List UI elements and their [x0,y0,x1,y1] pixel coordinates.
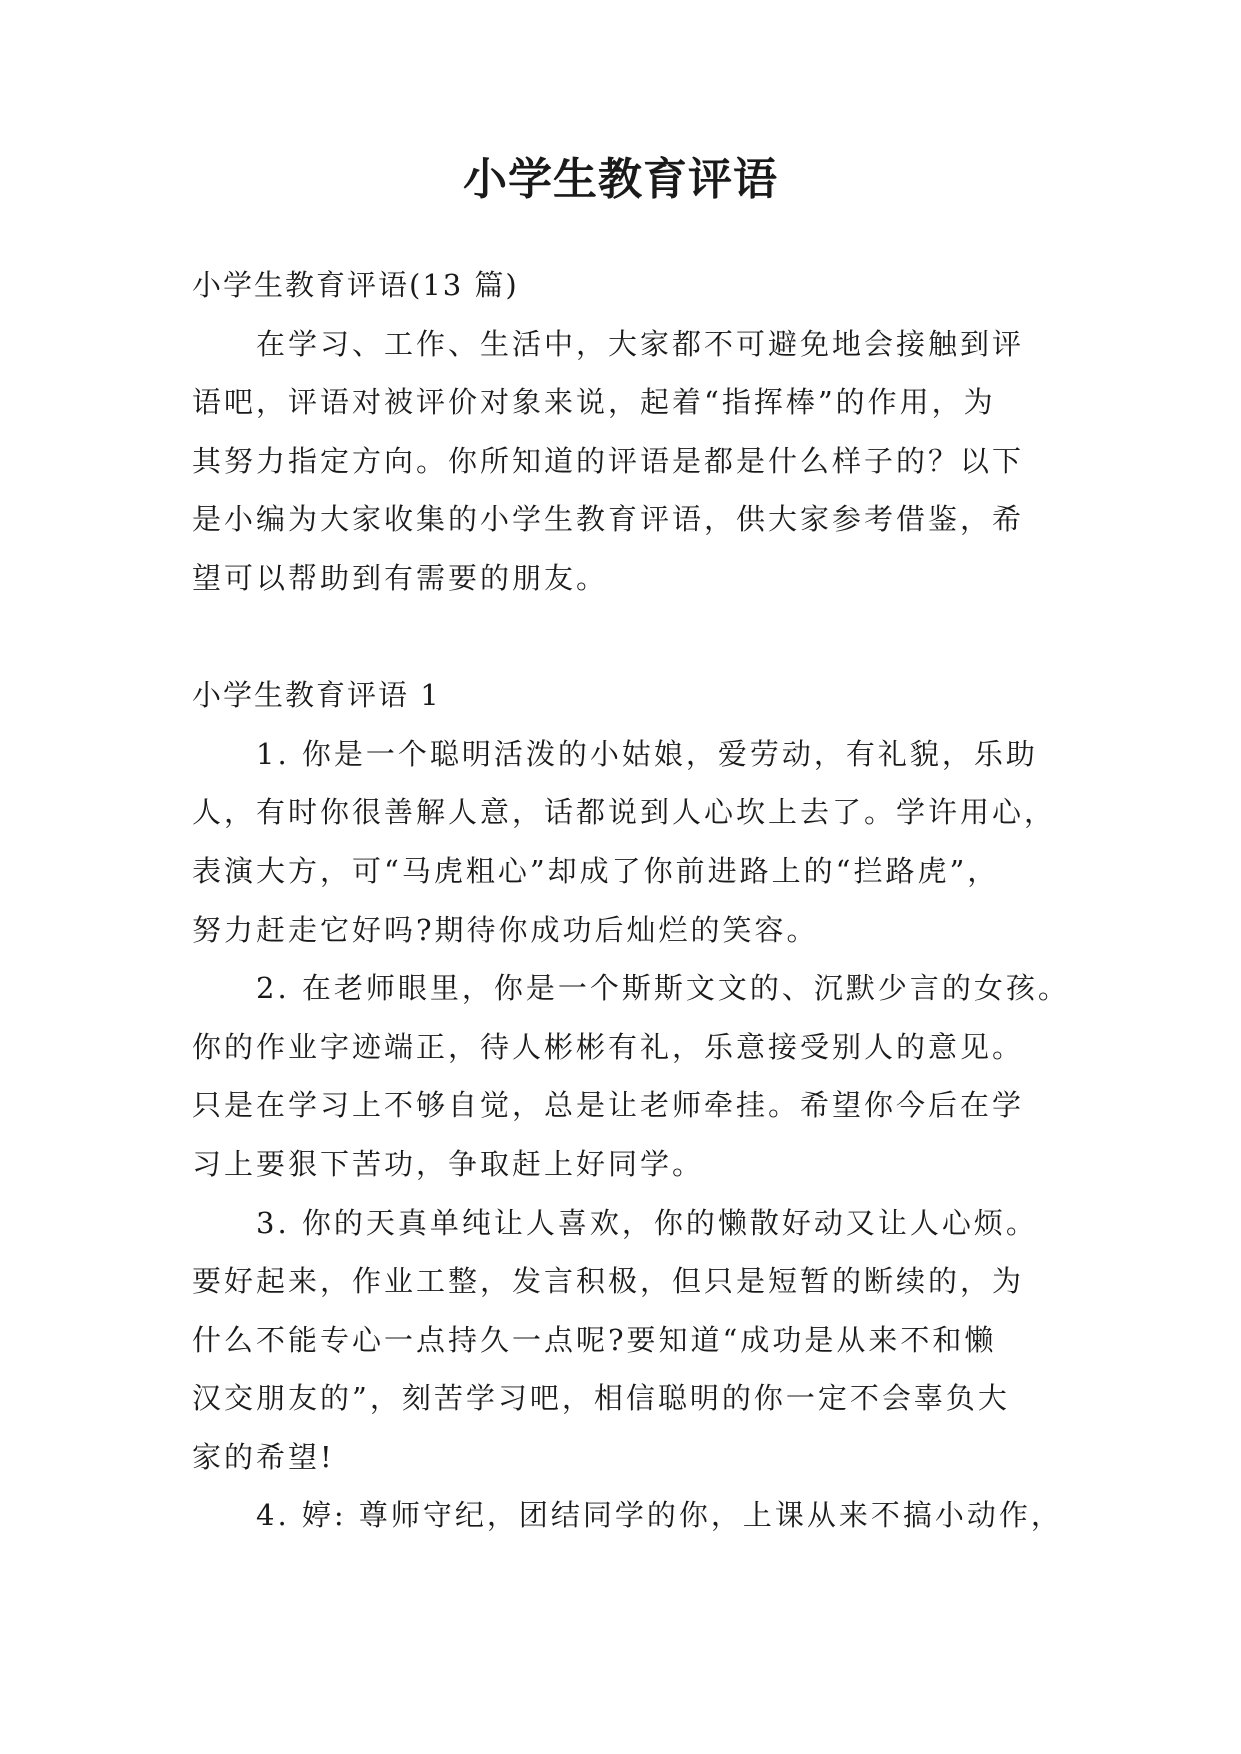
paragraph-line: 其努力指定方向。你所知道的评语是都是什么样子的？以下 [192,443,1025,478]
paragraph-spacer [192,608,1072,667]
paragraph-line: 要好起来，作业工整，发言积极，但只是短暂的断续的，为 [192,1264,1025,1299]
paragraph-line: 3. 你的天真单纯让人喜欢，你的懒散好动又让人心烦。 [256,1205,1038,1240]
paragraph-line: 只是在学习上不够自觉，总是让老师牵挂。希望你今后在学 [192,1088,1025,1123]
paragraph-line: 表演大方，可“马虎粗心”却成了你前进路上的“拦路虎”， [192,853,1000,888]
paragraph-line: 望可以帮助到有需要的朋友。 [192,560,609,595]
section-heading: 小学生教育评语 1 [192,678,441,713]
paragraph-line: 什么不能专心一点持久一点呢?要知道“成功是从来不和懒 [192,1322,997,1357]
paragraph-line: 是小编为大家收集的小学生教育评语，供大家参考借鉴，希 [192,502,1025,537]
comment-item-2 [192,959,1072,1193]
paragraph-line: 家的希望! [192,1439,335,1474]
paragraph-line: 语吧，评语对被评价对象来说，起着“指挥棒”的作用，为 [192,385,996,420]
paragraph-line: 你的作业字迹端正，待人彬彬有礼，乐意接受别人的意见。 [192,1029,1025,1064]
intro-paragraph [192,315,1072,608]
document-body [192,256,1072,1545]
paragraph-line: 2. 在老师眼里，你是一个斯斯文文的、沉默少言的女孩。 [256,971,1070,1006]
paragraph-line: 1. 你是一个聪明活泼的小姑娘，爱劳动，有礼貌，乐助 [256,736,1038,771]
comment-item-4 [192,1486,1072,1545]
paragraph-line: 习上要狠下苦功，争取赶上好同学。 [192,1146,705,1181]
paragraph-line: 努力赶走它好吗?期待你成功后灿烂的笑容。 [192,912,819,947]
paragraph-line: 人，有时你很善解人意，话都说到人心坎上去了。学许用心， [192,795,1057,830]
document-title: 小学生教育评语 [463,154,778,205]
comment-item-3 [192,1194,1072,1487]
comment-item-1 [192,725,1072,959]
document-subtitle: 小学生教育评语(13 篇) [192,268,519,302]
paragraph-line: 汉交朋友的”，刻苦学习吧，相信聪明的你一定不会辜负大 [192,1381,1010,1416]
paragraph-line: 在学习、工作、生活中，大家都不可避免地会接触到评 [256,326,1025,361]
paragraph-line: 4. 婷: 尊师守纪，团结同学的你，上课从来不搞小动作， [256,1498,1063,1533]
